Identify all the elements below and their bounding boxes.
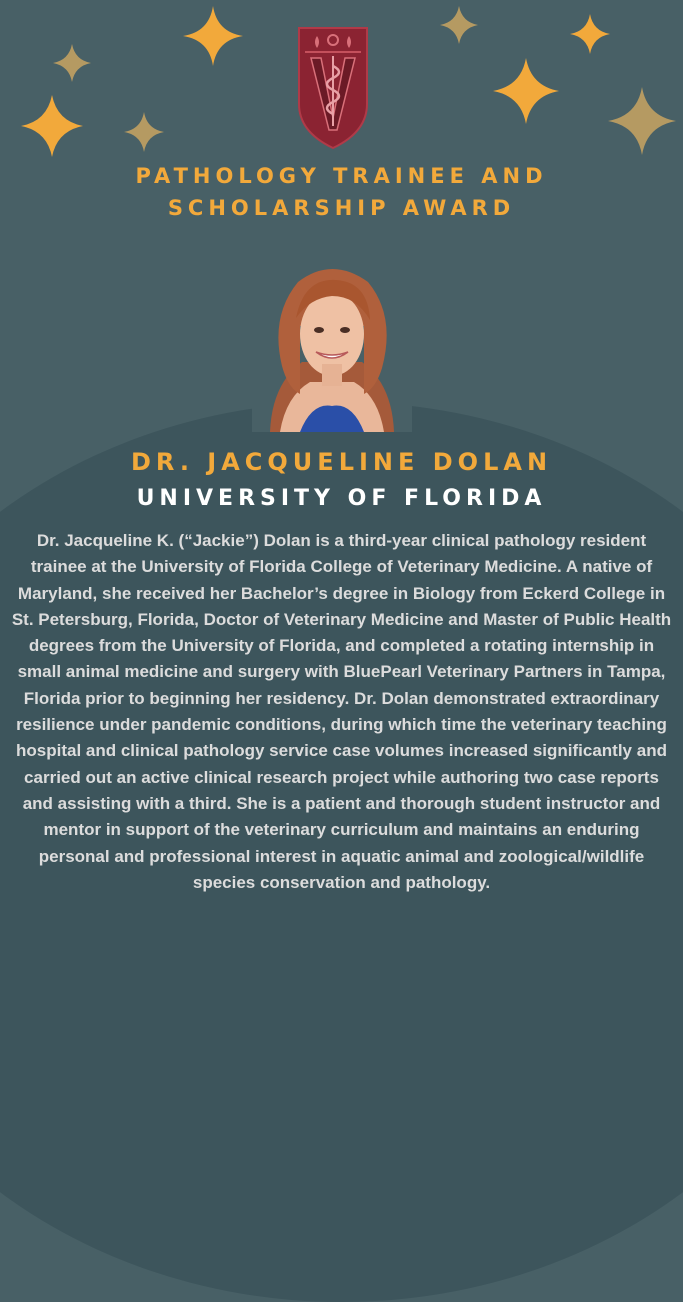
sparkle-star-icon — [53, 44, 91, 82]
recipient-institution: UNIVERSITY OF FLORIDA — [136, 486, 547, 511]
sparkle-star-icon — [608, 87, 676, 155]
sparkle-star-icon — [440, 6, 478, 44]
award-title-line-1: PATHOLOGY TRAINEE AND — [135, 164, 548, 188]
award-title — [0, 160, 683, 224]
veterinary-crest-icon — [297, 26, 369, 150]
sparkle-star-icon — [570, 14, 610, 54]
recipient-name: DR. JACQUELINE DOLAN — [130, 448, 553, 476]
sparkle-star-icon — [21, 95, 83, 157]
sparkle-star-icon — [124, 112, 164, 152]
recipient-bio: Dr. Jacqueline K. (“Jackie”) Dolan is a third-year clinical pathology resident trainee at the University of Florida College of Veterinary Medicine. A native of Maryland, she received her Bachelor’s degree in Biology from Eckerd College in St. Petersburg, Florida, Doctor of Veterinary Medicine and Master of Public Health degrees from the University of Florida, and completed a rotating internship in small animal medicine and surgery with BluePearl Veterinary Partners in Tampa, Florida prior to beginning her residency. Dr. Dolan demonstrated extraordinary resilience under pandemic conditions, during which time the veterinary teaching hospital and clinical pathology service case volumes increased significantly and carried out an active clinical research project while authoring two case reports and assisting with a third. She is a patient and thorough student instructor and mentor in support of the veterinary curriculum and maintains an enduring personal and professional interest in aquatic animal and zoological/wildlife species conservation and pathology. — [11, 531, 672, 892]
award-title-line-2: SCHOLARSHIP AWARD — [167, 196, 516, 220]
sparkle-star-icon — [183, 6, 243, 66]
recipient-photo — [252, 256, 412, 432]
sparkle-star-icon — [493, 58, 559, 124]
